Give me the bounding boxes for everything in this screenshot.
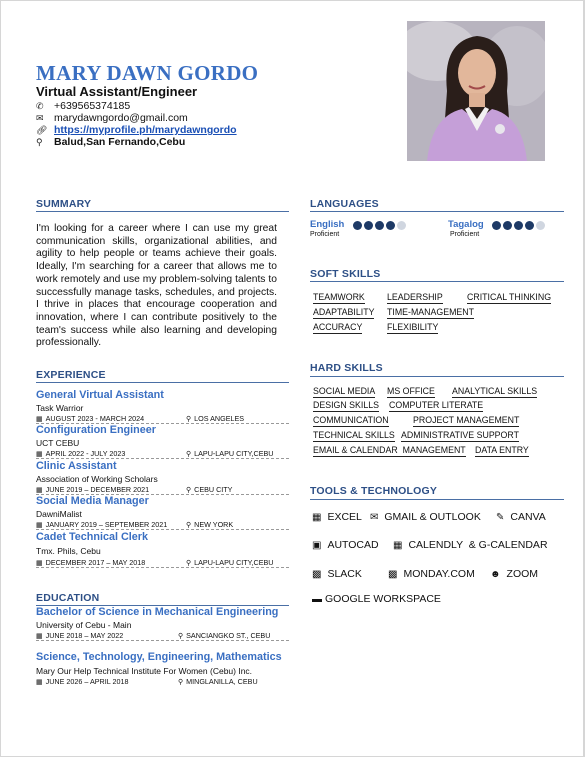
education-dates: ▦ JUNE 2026 – APRIL 2018 xyxy=(36,677,129,686)
pen-icon: ✎ xyxy=(496,511,505,523)
contact-phone: ✆ +639565374185 xyxy=(36,100,131,112)
tool-item: ▬ GOOGLE WORKSPACE xyxy=(312,593,441,605)
experience-meta xyxy=(36,558,289,568)
hard-skill-tag: PROJECT MANAGEMENT xyxy=(413,415,520,425)
soft-skill-tag: FLEXIBILITY xyxy=(387,322,439,332)
soft-skill-tag: CRITICAL THINKING xyxy=(467,292,552,302)
soft-skills-heading: SOFT SKILLS xyxy=(310,268,381,280)
location-pin-icon: ⚲ xyxy=(186,416,192,423)
language-level: Proficient xyxy=(310,231,340,238)
education-dates: ▦ JUNE 2018 – MAY 2022 xyxy=(36,631,124,640)
languages-divider xyxy=(310,211,564,212)
soft-skill-tag: ACCURACY xyxy=(313,322,363,332)
experience-dates: ▦ JUNE 2019 – DECEMBER 2021 xyxy=(36,485,150,494)
rating-dot-filled xyxy=(353,221,362,230)
experience-dates: ▦ JANUARY 2019 – SEPTEMBER 2021 xyxy=(36,520,168,529)
language-rating xyxy=(492,221,545,230)
experience-title: General Virtual Assistant xyxy=(36,389,164,401)
experience-org: Tmx. Phils, Cebu xyxy=(36,546,101,556)
rating-dot-filled xyxy=(364,221,373,230)
hard-skill-tag: ANALYTICAL SKILLS xyxy=(452,386,538,396)
candidate-role: Virtual Assistant/Engineer xyxy=(36,84,198,99)
experience-org: DawniMalist xyxy=(36,509,82,519)
hard-skills-divider xyxy=(310,376,564,377)
location-pin-icon: ⚲ xyxy=(186,560,192,567)
summary-heading: SUMMARY xyxy=(36,198,92,210)
education-school: University of Cebu - Main xyxy=(36,620,132,630)
education-title: Science, Technology, Engineering, Mathematics xyxy=(36,651,282,663)
rating-dot-filled xyxy=(375,221,384,230)
rating-dot-filled xyxy=(492,221,501,230)
tool-item: ▦ EXCEL xyxy=(312,511,362,523)
calendar-icon: ▦ xyxy=(36,522,43,529)
hard-skill-tag: COMMUNICATION xyxy=(313,415,389,425)
experience-title: Social Media Manager xyxy=(36,495,149,507)
calendar-icon: ▦ xyxy=(36,560,43,567)
experience-org: Task Warrior xyxy=(36,403,84,413)
tool-item: ✎ CANVA xyxy=(496,511,546,523)
experience-location: ⚲ LAPU-LAPU CITY,CEBU xyxy=(186,449,274,458)
rating-dot-empty xyxy=(397,221,406,230)
link-icon: 🔗︎ xyxy=(36,124,48,135)
chat-icon: ▩ xyxy=(312,568,322,580)
contact-address: ⚲ Balud,San Fernando,Cebu xyxy=(36,136,186,148)
experience-location: ⚲ LAPU-LAPU CITY,CEBU xyxy=(186,558,274,567)
hard-skill-tag: SOCIAL MEDIA xyxy=(313,386,376,396)
experience-divider xyxy=(36,382,289,383)
location-pin-icon: ⚲ xyxy=(186,487,192,494)
experience-heading: EXPERIENCE xyxy=(36,369,106,381)
tool-item: ☻ ZOOM xyxy=(490,568,539,580)
location-pin-icon: ⚲ xyxy=(36,136,43,147)
calendar-icon: ▦ xyxy=(36,679,43,686)
mail-icon: ✉ xyxy=(370,511,379,523)
calendar-icon: ▦ xyxy=(36,451,43,458)
experience-location: ⚲ CEBU CITY xyxy=(186,485,233,494)
hard-skill-tag: DESIGN SKILLS xyxy=(313,400,380,410)
experience-title: Clinic Assistant xyxy=(36,460,117,472)
tool-item: ▩ SLACK xyxy=(312,568,362,580)
contact-email: ✉ marydawngordo@gmail.com xyxy=(36,112,188,124)
summary-divider xyxy=(36,211,289,212)
tool-item: ▩ MONDAY.COM xyxy=(388,568,475,580)
tool-item: ▣ AUTOCAD xyxy=(312,539,379,551)
contact-website[interactable]: 🔗︎ https://myprofile.ph/marydawngordo xyxy=(36,124,237,136)
education-location: ⚲ MINGLANILLA, CEBU xyxy=(178,677,258,686)
rating-dot-filled xyxy=(386,221,395,230)
experience-dates: ▦ APRIL 2022 - JULY 2023 xyxy=(36,449,126,458)
hard-skill-tag: COMPUTER LITERATE xyxy=(389,400,484,410)
location-pin-icon: ⚲ xyxy=(186,522,192,529)
tools-divider xyxy=(310,499,564,500)
tool-item: ▦ CALENDLY & G-CALENDAR xyxy=(393,539,548,551)
calendar-icon: ▦ xyxy=(36,416,43,423)
phone-icon: ✆ xyxy=(36,100,44,111)
experience-location: ⚲ LOS ANGELES xyxy=(186,414,245,423)
calendar-icon: ▦ xyxy=(393,539,403,551)
user-icon: ☻ xyxy=(490,568,501,580)
education-school: Mary Our Help Technical Institute For Women (Cebu) Inc. xyxy=(36,666,253,676)
experience-title: Cadet Technical Clerk xyxy=(36,531,149,543)
education-location: ⚲ SANCIANGKO ST., CEBU xyxy=(178,631,271,640)
experience-location: ⚲ NEW YORK xyxy=(186,520,234,529)
rating-dot-filled xyxy=(503,221,512,230)
tools-heading: TOOLS & TECHNOLOGY xyxy=(310,485,438,497)
spreadsheet-icon: ▦ xyxy=(312,511,322,523)
location-pin-icon: ⚲ xyxy=(178,633,184,640)
rating-dot-filled xyxy=(525,221,534,230)
rating-dot-filled xyxy=(514,221,523,230)
soft-skills-divider xyxy=(310,281,564,282)
monitor-icon: ▣ xyxy=(312,539,322,551)
location-pin-icon: ⚲ xyxy=(178,679,184,686)
education-meta xyxy=(36,631,289,641)
tool-item: ✉ GMAIL & OUTLOOK xyxy=(370,511,481,523)
experience-meta xyxy=(36,449,289,459)
experience-meta xyxy=(36,520,289,530)
summary-text: I'm looking for a career where I can use my great communication skills, organizational abilities, and agility to help people or teams achieve their goals. Ideally, I'm searching for a career that allows me to work remotely and use my problem-solving talents to successfully manage tasks, schedules, and projects. I thrive in places that encourage cooperation and innovation, where I can contribute positively to the team's success while also learning and developing professionally. xyxy=(36,223,277,349)
experience-meta xyxy=(36,414,289,424)
education-heading: EDUCATION xyxy=(36,592,100,604)
education-meta xyxy=(36,677,289,687)
folder-icon: ▬ xyxy=(312,593,322,605)
mail-icon: ✉ xyxy=(36,112,44,123)
experience-meta xyxy=(36,485,289,495)
experience-org: UCT CEBU xyxy=(36,438,80,448)
experience-dates: ▦ DECEMBER 2017 – MAY 2018 xyxy=(36,558,146,567)
hard-skill-tag: TECHNICAL SKILLS xyxy=(313,430,395,440)
language-name: Tagalog xyxy=(448,219,484,230)
soft-skill-tag: TEAMWORK xyxy=(313,292,365,302)
education-title: Bachelor of Science in Mechanical Engineering xyxy=(36,606,279,618)
calendar-icon: ▦ xyxy=(36,487,43,494)
soft-skill-tag: LEADERSHIP xyxy=(387,292,443,302)
briefcase-icon: ▩ xyxy=(388,568,398,580)
experience-title: Configuration Engineer xyxy=(36,424,156,436)
hard-skill-tag: EMAIL & CALENDAR MANAGEMENT xyxy=(313,445,466,455)
hard-skill-tag: DATA ENTRY xyxy=(475,445,529,455)
soft-skill-tag: ADAPTABILITY xyxy=(313,307,375,317)
experience-dates: ▦ AUGUST 2023 - MARCH 2024 xyxy=(36,414,145,423)
candidate-name: MARY DAWN GORDO xyxy=(36,61,259,85)
soft-skill-tag: TIME-MANAGEMENT xyxy=(387,307,474,317)
hard-skill-tag: ADMINISTRATIVE SUPPORT xyxy=(401,430,519,440)
language-name: English xyxy=(310,219,345,230)
rating-dot-empty xyxy=(536,221,545,230)
language-level: Proficient xyxy=(450,231,480,238)
calendar-icon: ▦ xyxy=(36,633,43,640)
hard-skill-tag: MS OFFICE xyxy=(387,386,435,396)
language-rating xyxy=(353,221,406,230)
hard-skills-heading: HARD SKILLS xyxy=(310,362,383,374)
profile-photo xyxy=(407,21,545,161)
languages-heading: LANGUAGES xyxy=(310,198,379,210)
location-pin-icon: ⚲ xyxy=(186,451,192,458)
experience-org: Association of Working Scholars xyxy=(36,474,158,484)
